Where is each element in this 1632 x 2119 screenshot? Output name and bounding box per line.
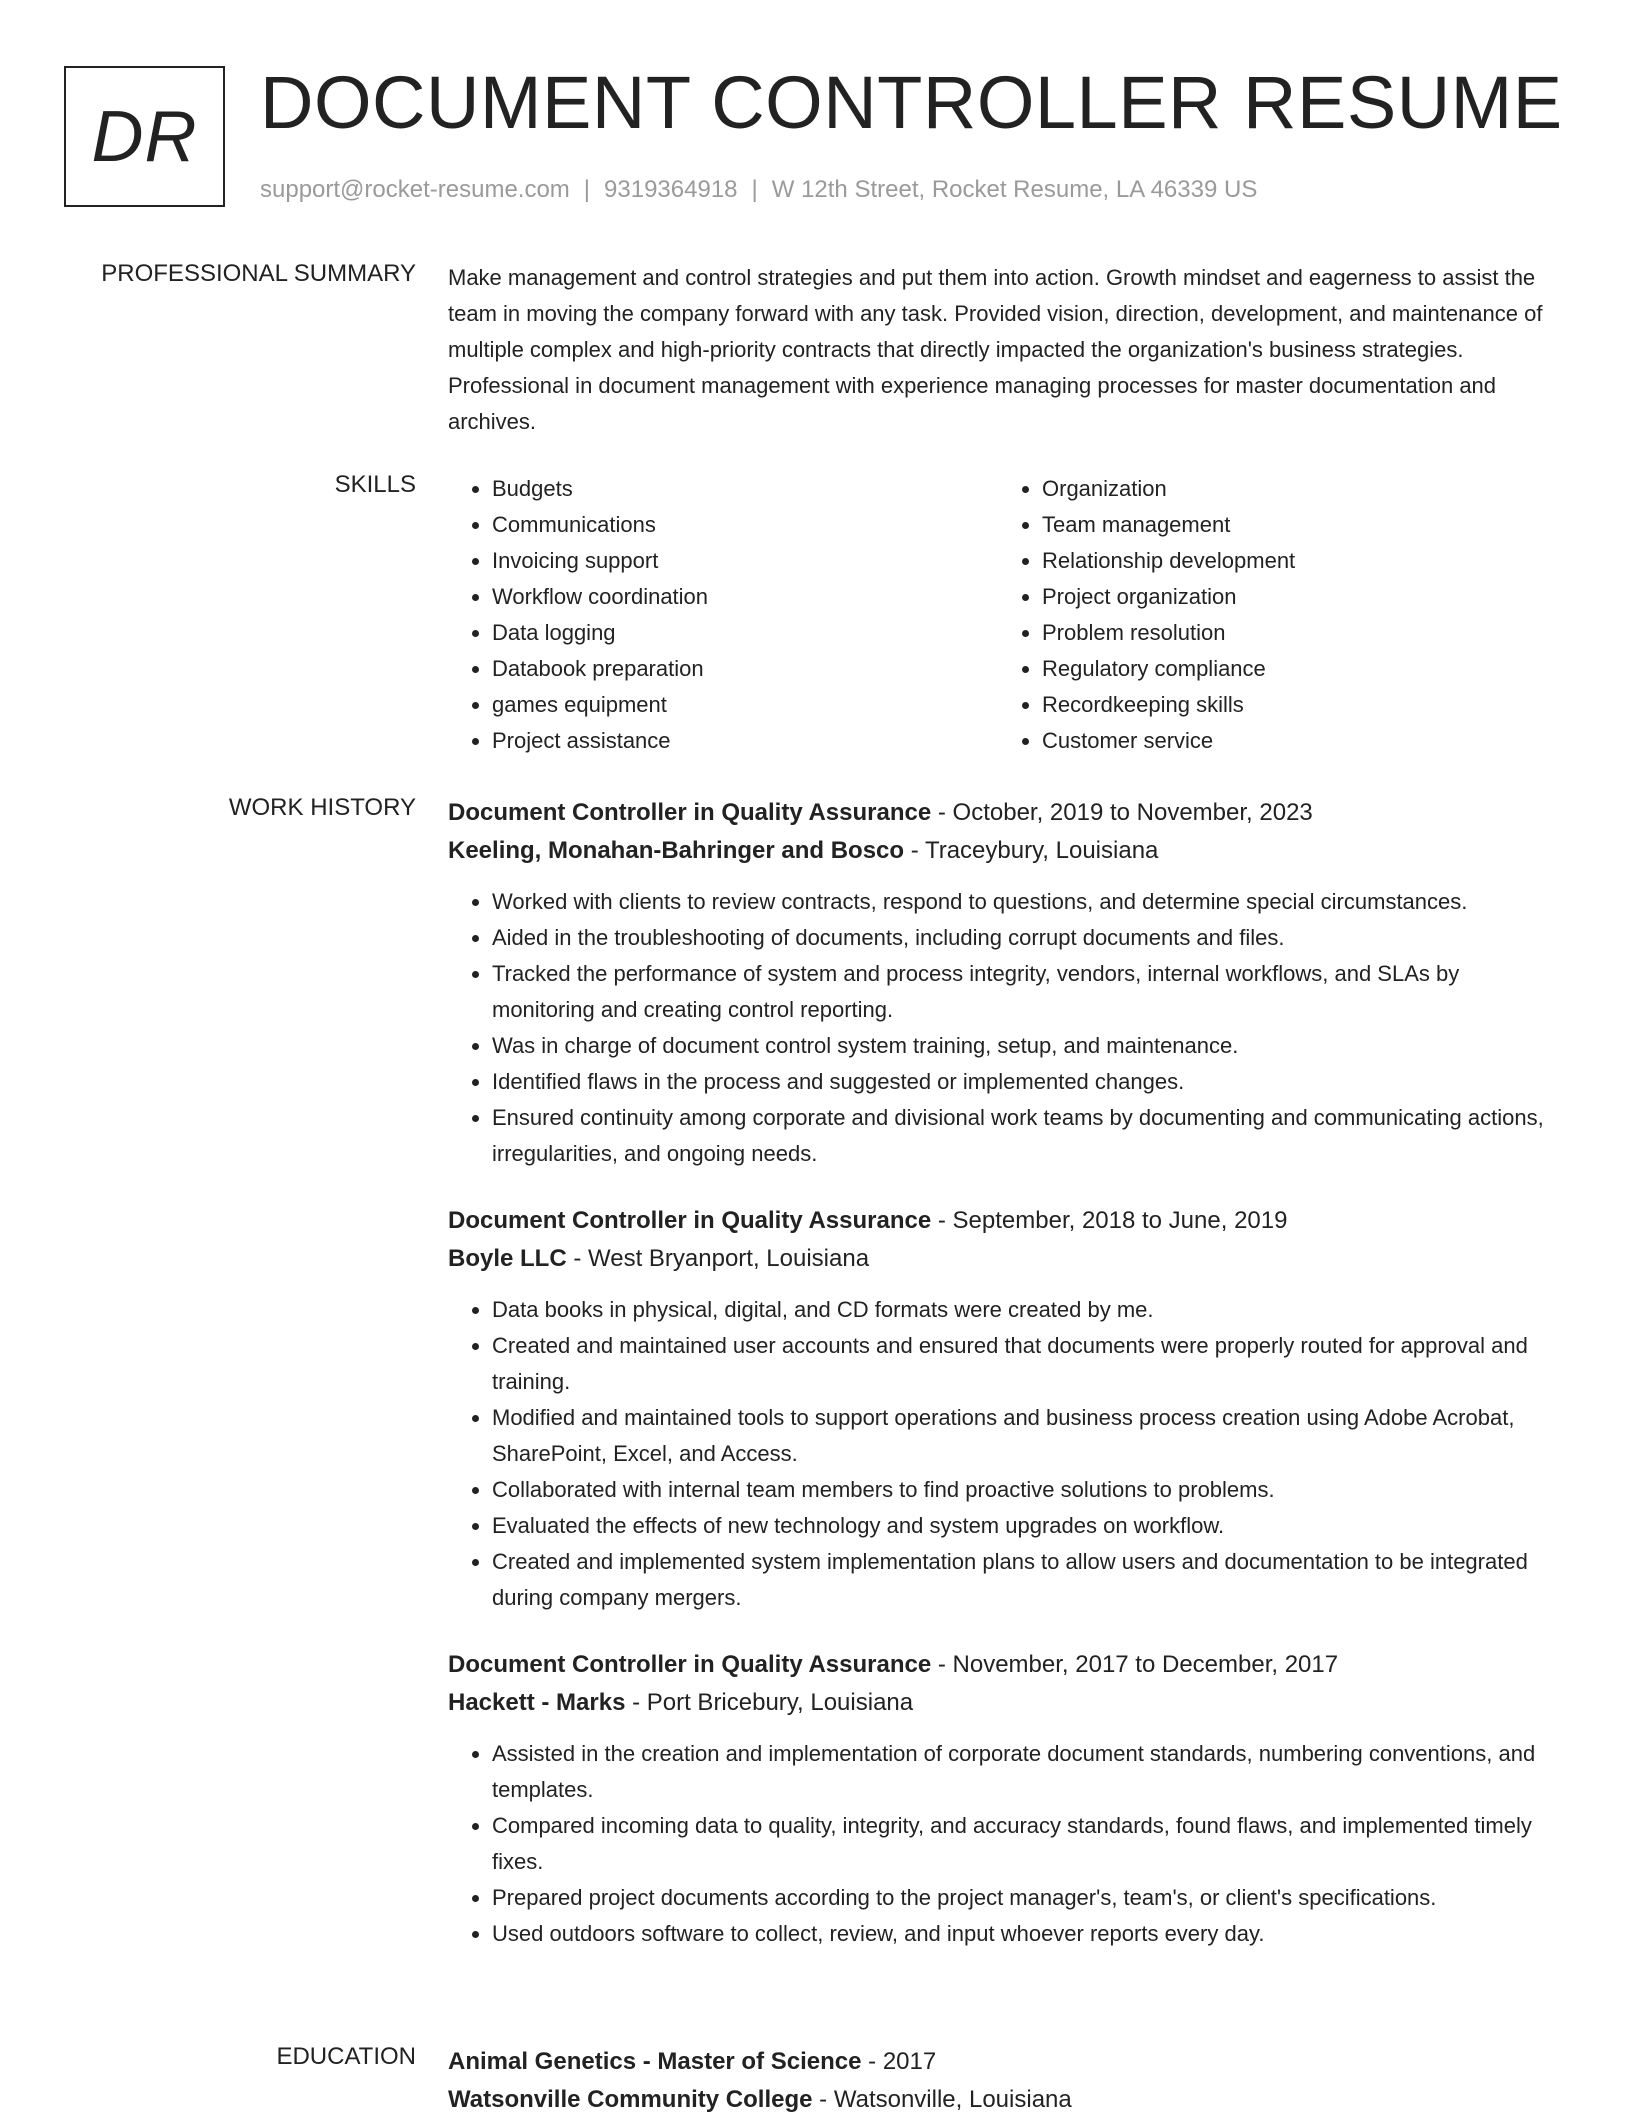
list-item: • Created and implemented system implementation plans to allow users and documentation to be integrated during company mergers. [492, 1544, 1564, 1616]
contact-separator: | [751, 176, 758, 203]
section-heading: PROFESSIONAL SUMMARY [101, 260, 416, 287]
list-item: • Data books in physical, digital, and CD formats were created by me. [492, 1292, 1564, 1328]
skill-item: • Recordkeeping skills [1042, 687, 1548, 723]
skills-list-right [998, 471, 1548, 759]
education-degree: Animal Genetics - Master of Science [448, 2048, 862, 2075]
skills-columns [448, 471, 1564, 759]
list-item: • Used outdoors software to collect, review, and input whoever reports every day. [492, 1916, 1564, 1952]
contact-phone: 9319364918 [604, 176, 738, 203]
list-item: • Evaluated the effects of new technology and system upgrades on workflow. [492, 1508, 1564, 1544]
skill-item: • Data logging [492, 615, 998, 651]
list-item: • Tracked the performance of system and process integrity, vendors, internal workflows, and SLAs by monitoring and creating control reporting. [492, 956, 1564, 1028]
skill-item: • Workflow coordination [492, 579, 998, 615]
list-item: • Worked with clients to review contracts, respond to questions, and determine special circumstances. [492, 884, 1564, 920]
list-item: • Ensured continuity among corporate and divisional work teams by documenting and communicating actions, irregularities, and ongoing needs. [492, 1100, 1564, 1172]
education-degree-line [448, 2043, 1564, 2081]
skill-item: • Problem resolution [1042, 615, 1548, 651]
job-location: - Port Bricebury, Louisiana [625, 1689, 914, 1716]
skill-item: • Regulatory compliance [1042, 651, 1548, 687]
job-company: Boyle LLC [448, 1245, 567, 1272]
education-location: - Watsonville, Louisiana [812, 2086, 1072, 2113]
contact-line [260, 176, 1257, 204]
list-item: • Modified and maintained tools to support operations and business process creation using Adobe Acrobat, SharePoint, Excel, and Access. [492, 1400, 1564, 1472]
skill-item: • Budgets [492, 471, 998, 507]
job-location: - West Bryanport, Louisiana [566, 1245, 870, 1272]
job-duties-list [448, 884, 1564, 1172]
list-item: • Aided in the troubleshooting of documents, including corrupt documents and files. [492, 920, 1564, 956]
section-heading: WORK HISTORY [228, 794, 416, 821]
skill-item: • Project organization [1042, 579, 1548, 615]
job-company: Hackett - Marks [448, 1689, 626, 1716]
skill-item: • Invoicing support [492, 543, 998, 579]
job-company-line [448, 1240, 1564, 1278]
job-location: - Traceybury, Louisiana [904, 837, 1159, 864]
skill-item: • Communications [492, 507, 998, 543]
skill-item: • Databook preparation [492, 651, 998, 687]
job-title-line [448, 1202, 1564, 1240]
list-item: • Was in charge of document control system training, setup, and maintenance. [492, 1028, 1564, 1064]
job-company-line [448, 832, 1564, 870]
education-body [448, 2043, 1564, 2119]
job-dates: - October, 2019 to November, 2023 [931, 799, 1313, 826]
skill-item: • Customer service [1042, 723, 1548, 759]
job-dates: - September, 2018 to June, 2019 [931, 1207, 1288, 1234]
work-history-body [448, 794, 1564, 1982]
skill-item: • Project assistance [492, 723, 998, 759]
job-entry [448, 1202, 1564, 1616]
list-item: • Assisted in the creation and implementation of corporate document standards, numbering conventions, and templates. [492, 1736, 1564, 1808]
job-entry [448, 794, 1564, 1172]
job-entry [448, 1646, 1564, 1952]
skill-item: • games equipment [492, 687, 998, 723]
list-item: • Identified flaws in the process and suggested or implemented changes. [492, 1064, 1564, 1100]
skills-body [448, 471, 1564, 759]
job-company-line [448, 1684, 1564, 1722]
list-item: • Compared incoming data to quality, integrity, and accuracy standards, found flaws, and implemented timely fixes. [492, 1808, 1564, 1880]
list-item: • Created and maintained user accounts and ensured that documents were properly routed for approval and training. [492, 1328, 1564, 1400]
job-duties-list [448, 1292, 1564, 1616]
job-duties-list [448, 1736, 1564, 1952]
summary-text: Make management and control strategies and put them into action. Growth mindset and eagerness to assist the team in moving the company forward with any task. Provided vision, direction, development, and maintenance of multiple complex and high-priority contracts that directly impacted the organization's business strategies. Professional in document management with experience managing processes for master documentation and archives. [448, 265, 1543, 434]
job-title: Document Controller in Quality Assurance [448, 1651, 932, 1678]
job-company: Keeling, Monahan-Bahringer and Bosco [448, 837, 905, 864]
education-school: Watsonville Community College [448, 2086, 813, 2113]
contact-separator: | [583, 176, 591, 203]
skills-list-left [448, 471, 998, 759]
job-title: Document Controller in Quality Assurance [448, 1207, 932, 1234]
skill-item: • Team management [1042, 507, 1548, 543]
section-heading: EDUCATION [276, 2043, 416, 2070]
job-dates: - November, 2017 to December, 2017 [931, 1651, 1339, 1678]
summary-body [448, 260, 1564, 440]
job-title: Document Controller in Quality Assurance [448, 799, 932, 826]
list-item: • Collaborated with internal team members to find proactive solutions to problems. [492, 1472, 1564, 1508]
resume-header [64, 61, 1584, 210]
education-school-line [448, 2081, 1564, 2119]
job-title-line [448, 1646, 1564, 1684]
monogram-logo: DR [64, 66, 225, 207]
skill-item: • Relationship development [1042, 543, 1548, 579]
contact-email: support@rocket-resume.com [260, 176, 570, 203]
job-title-line [448, 794, 1564, 832]
list-item: • Prepared project documents according to the project manager's, team's, or client's specifications. [492, 1880, 1564, 1916]
page-title: DOCUMENT CONTROLLER RESUME [260, 61, 1563, 144]
section-heading: SKILLS [334, 471, 416, 498]
contact-address: W 12th Street, Rocket Resume, LA 46339 US [771, 176, 1258, 203]
education-year: - 2017 [861, 2048, 937, 2075]
skill-item: • Organization [1042, 471, 1548, 507]
